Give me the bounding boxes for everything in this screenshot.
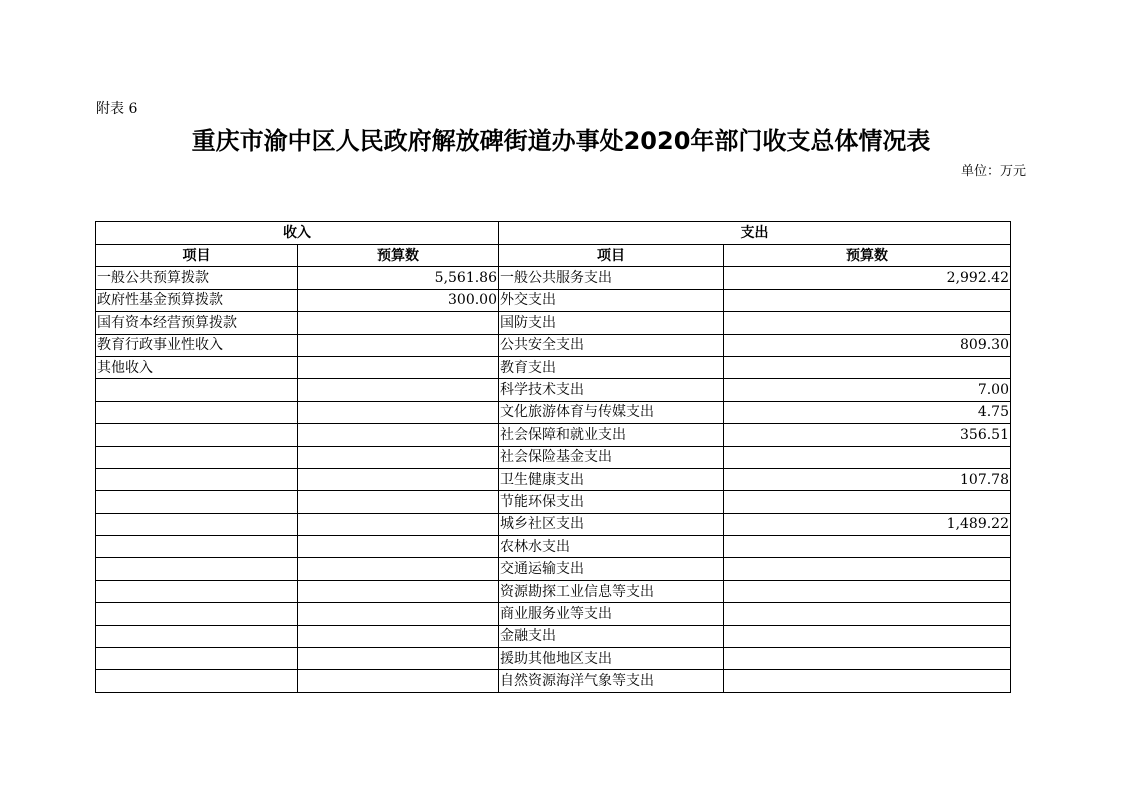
- table-row: [96, 603, 1011, 625]
- income-amount-cell: [298, 446, 499, 468]
- income-amount-cell: [298, 312, 499, 334]
- table-row: [96, 334, 1011, 356]
- table-row: [96, 536, 1011, 558]
- income-item-column-header: 项目: [96, 245, 298, 267]
- income-amount-cell: [298, 648, 499, 670]
- income-amount-cell: [298, 625, 499, 647]
- expense-amount-cell: 809.30: [724, 334, 1011, 356]
- table-row: [96, 379, 1011, 401]
- table-row: [96, 289, 1011, 311]
- income-item-cell: 政府性基金预算拨款: [96, 289, 298, 311]
- income-amount-cell: [298, 401, 499, 423]
- income-item-cell: [96, 558, 298, 580]
- expense-amount-cell: 2,992.42: [724, 267, 1011, 289]
- expense-item-cell: 国防支出: [499, 312, 724, 334]
- income-item-cell: 一般公共预算拨款: [96, 267, 298, 289]
- expense-amount-cell: [724, 625, 1011, 647]
- income-item-cell: 教育行政事业性收入: [96, 334, 298, 356]
- income-item-cell: [96, 468, 298, 490]
- income-amount-cell: [298, 491, 499, 513]
- income-item-cell: [96, 580, 298, 602]
- income-amount-cell: [298, 513, 499, 535]
- expense-item-cell: 交通运输支出: [499, 558, 724, 580]
- expense-amount-cell: [724, 356, 1011, 378]
- expense-item-cell: 教育支出: [499, 356, 724, 378]
- table-row: [96, 513, 1011, 535]
- table-row: [96, 356, 1011, 378]
- expense-budget-column-header: 预算数: [724, 245, 1011, 267]
- table-column-header-row: [96, 245, 1011, 267]
- income-amount-cell: 300.00: [298, 289, 499, 311]
- expense-amount-cell: [724, 648, 1011, 670]
- table-row: [96, 580, 1011, 602]
- income-item-cell: [96, 401, 298, 423]
- income-amount-cell: [298, 670, 499, 692]
- income-budget-column-header: 预算数: [298, 245, 499, 267]
- income-item-cell: [96, 670, 298, 692]
- expense-item-cell: 商业服务业等支出: [499, 603, 724, 625]
- income-header: 收入: [96, 222, 499, 245]
- expense-amount-cell: [724, 536, 1011, 558]
- expense-item-cell: 金融支出: [499, 625, 724, 647]
- expense-item-cell: 科学技术支出: [499, 379, 724, 401]
- income-amount-cell: [298, 379, 499, 401]
- income-item-cell: [96, 513, 298, 535]
- expense-item-cell: 卫生健康支出: [499, 468, 724, 490]
- income-amount-cell: 5,561.86: [298, 267, 499, 289]
- expense-amount-cell: [724, 603, 1011, 625]
- expense-item-cell: 自然资源海洋气象等支出: [499, 670, 724, 692]
- income-amount-cell: [298, 356, 499, 378]
- table-main-header-row: [96, 222, 1011, 245]
- expense-header: 支出: [499, 222, 1011, 245]
- income-item-cell: [96, 446, 298, 468]
- income-item-cell: [96, 379, 298, 401]
- income-amount-cell: [298, 603, 499, 625]
- expense-amount-cell: [724, 670, 1011, 692]
- table-row: [96, 670, 1011, 692]
- expense-amount-cell: 7.00: [724, 379, 1011, 401]
- income-amount-cell: [298, 580, 499, 602]
- table-row: [96, 424, 1011, 446]
- income-item-cell: 国有资本经营预算拨款: [96, 312, 298, 334]
- income-amount-cell: [298, 334, 499, 356]
- expense-amount-cell: [724, 580, 1011, 602]
- table-row: [96, 267, 1011, 289]
- expense-amount-cell: [724, 558, 1011, 580]
- expense-item-cell: 城乡社区支出: [499, 513, 724, 535]
- income-item-cell: [96, 648, 298, 670]
- expense-item-cell: 外交支出: [499, 289, 724, 311]
- page-title: 重庆市渝中区人民政府解放碑街道办事处2020年部门收支总体情况表: [191, 127, 931, 155]
- expense-amount-cell: 1,489.22: [724, 513, 1011, 535]
- attachment-label: 附表 6: [96, 101, 138, 117]
- expense-item-column-header: 项目: [499, 245, 724, 267]
- budget-table: [95, 221, 1011, 693]
- income-item-cell: [96, 424, 298, 446]
- table-row: [96, 468, 1011, 490]
- expense-item-cell: 文化旅游体育与传媒支出: [499, 401, 724, 423]
- expense-amount-cell: 107.78: [724, 468, 1011, 490]
- expense-item-cell: 社会保障和就业支出: [499, 424, 724, 446]
- income-amount-cell: [298, 536, 499, 558]
- table-row: [96, 558, 1011, 580]
- table-row: [96, 491, 1011, 513]
- expense-item-cell: 社会保险基金支出: [499, 446, 724, 468]
- expense-amount-cell: [724, 289, 1011, 311]
- expense-item-cell: 援助其他地区支出: [499, 648, 724, 670]
- income-amount-cell: [298, 558, 499, 580]
- table-row: [96, 648, 1011, 670]
- table-row: [96, 401, 1011, 423]
- expense-amount-cell: 4.75: [724, 401, 1011, 423]
- income-item-cell: 其他收入: [96, 356, 298, 378]
- expense-amount-cell: [724, 446, 1011, 468]
- expense-item-cell: 节能环保支出: [499, 491, 724, 513]
- expense-item-cell: 农林水支出: [499, 536, 724, 558]
- table-row: [96, 446, 1011, 468]
- expense-amount-cell: [724, 491, 1011, 513]
- income-item-cell: [96, 603, 298, 625]
- income-item-cell: [96, 491, 298, 513]
- income-item-cell: [96, 625, 298, 647]
- income-amount-cell: [298, 468, 499, 490]
- expense-item-cell: 公共安全支出: [499, 334, 724, 356]
- expense-item-cell: 一般公共服务支出: [499, 267, 724, 289]
- table-row: [96, 312, 1011, 334]
- income-amount-cell: [298, 424, 499, 446]
- expense-item-cell: 资源勘探工业信息等支出: [499, 580, 724, 602]
- expense-amount-cell: 356.51: [724, 424, 1011, 446]
- income-item-cell: [96, 536, 298, 558]
- unit-label: 单位：万元: [960, 164, 1026, 179]
- table-row: [96, 625, 1011, 647]
- expense-amount-cell: [724, 312, 1011, 334]
